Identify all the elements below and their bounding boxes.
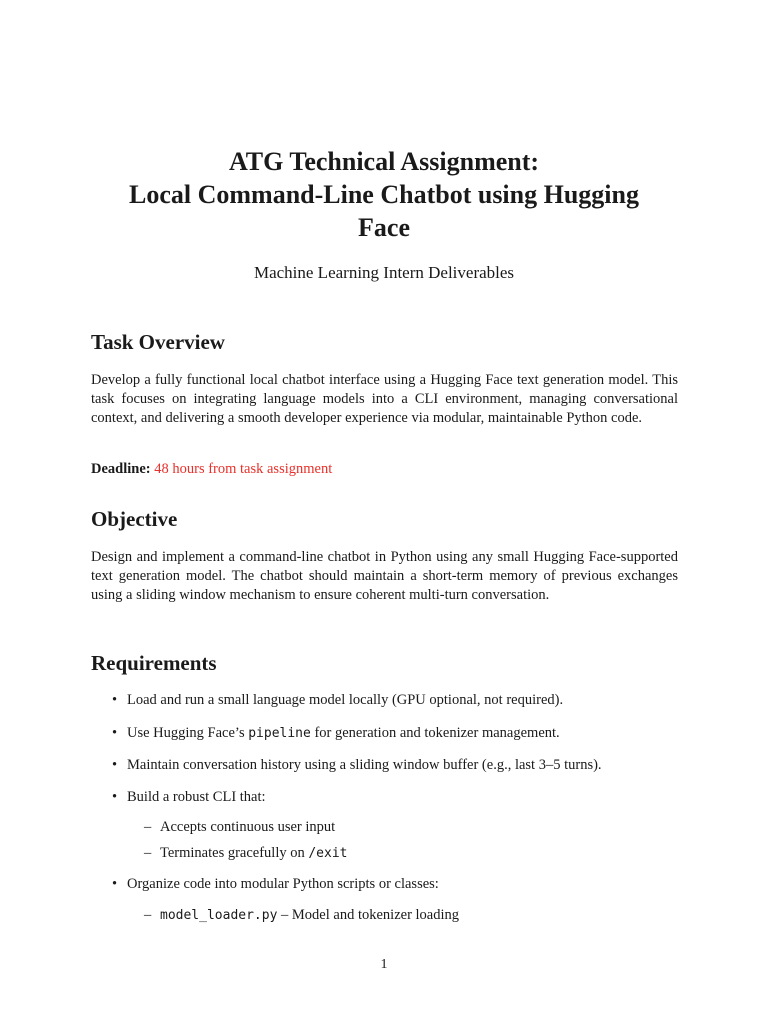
list-item-text: Build a robust CLI that:: [127, 789, 266, 805]
list-item: [112, 725, 560, 742]
sub-list-item-code: /exit: [308, 846, 348, 861]
list-item-text-pre: Use Hugging Face’s: [127, 725, 249, 741]
sub-list-item: [144, 845, 348, 862]
sub-list-item-text-post: – Model and tokenizer loading: [277, 907, 460, 923]
bullet-icon: •: [112, 789, 118, 805]
list-item: [112, 876, 439, 893]
deadline-label: Deadline:: [91, 461, 151, 477]
task-overview-heading: Task Overview: [91, 330, 225, 354]
title-line-2: Local Command-Line Chatbot using Hugging: [129, 180, 639, 209]
list-item-text: Maintain conversation history using a sliding window buffer (e.g., last 3–5 turns).: [127, 757, 602, 773]
bullet-icon: •: [112, 692, 118, 708]
sub-list-item: [144, 819, 335, 836]
title-line-3: Face: [358, 213, 410, 242]
task-overview-paragraph: Develop a fully functional local chatbot interface using a Hugging Face text generation model. This task focuses on integrating language models into a CLI environment, managing conversational context, and delivering a smooth developer experience via modular, maintainable Python code.: [91, 372, 678, 426]
bullet-icon: •: [112, 876, 118, 892]
requirements-heading: Requirements: [91, 651, 217, 675]
list-item: [112, 692, 563, 709]
sub-list-item: [144, 907, 459, 924]
objective-paragraph: Design and implement a command-line chatbot in Python using any small Hugging Face-supported text generation model. The chatbot should maintain a short-term memory of previous exchanges using a sliding window mechanism to ensure coherent multi-turn conversation.: [91, 549, 678, 603]
list-item: [112, 757, 602, 774]
dash-icon: –: [144, 819, 152, 835]
deadline-value: 48 hours from task assignment: [154, 461, 333, 477]
dash-icon: –: [144, 907, 152, 923]
dash-icon: –: [144, 845, 152, 861]
sub-list-item-text: Accepts continuous user input: [160, 819, 336, 835]
deadline-line: [91, 461, 332, 478]
document-subtitle: Machine Learning Intern Deliverables: [253, 263, 515, 282]
list-item-text: Organize code into modular Python scripts or classes:: [127, 876, 439, 892]
sub-list-item-code: model_loader.py: [160, 908, 278, 923]
document-title: [60, 145, 708, 244]
sub-list-item-text-pre: Terminates gracefully on: [160, 845, 309, 861]
list-item-text-post: for generation and tokenizer management.: [310, 725, 560, 741]
list-item-code: pipeline: [248, 726, 311, 741]
title-line-1: ATG Technical Assignment:: [228, 147, 540, 176]
objective-heading: Objective: [91, 507, 178, 531]
bullet-icon: •: [112, 757, 118, 773]
list-item: [112, 789, 266, 806]
page-number: 1: [380, 957, 388, 972]
list-item-text: Load and run a small language model locally (GPU optional, not required).: [127, 692, 564, 708]
bullet-icon: •: [112, 725, 118, 741]
